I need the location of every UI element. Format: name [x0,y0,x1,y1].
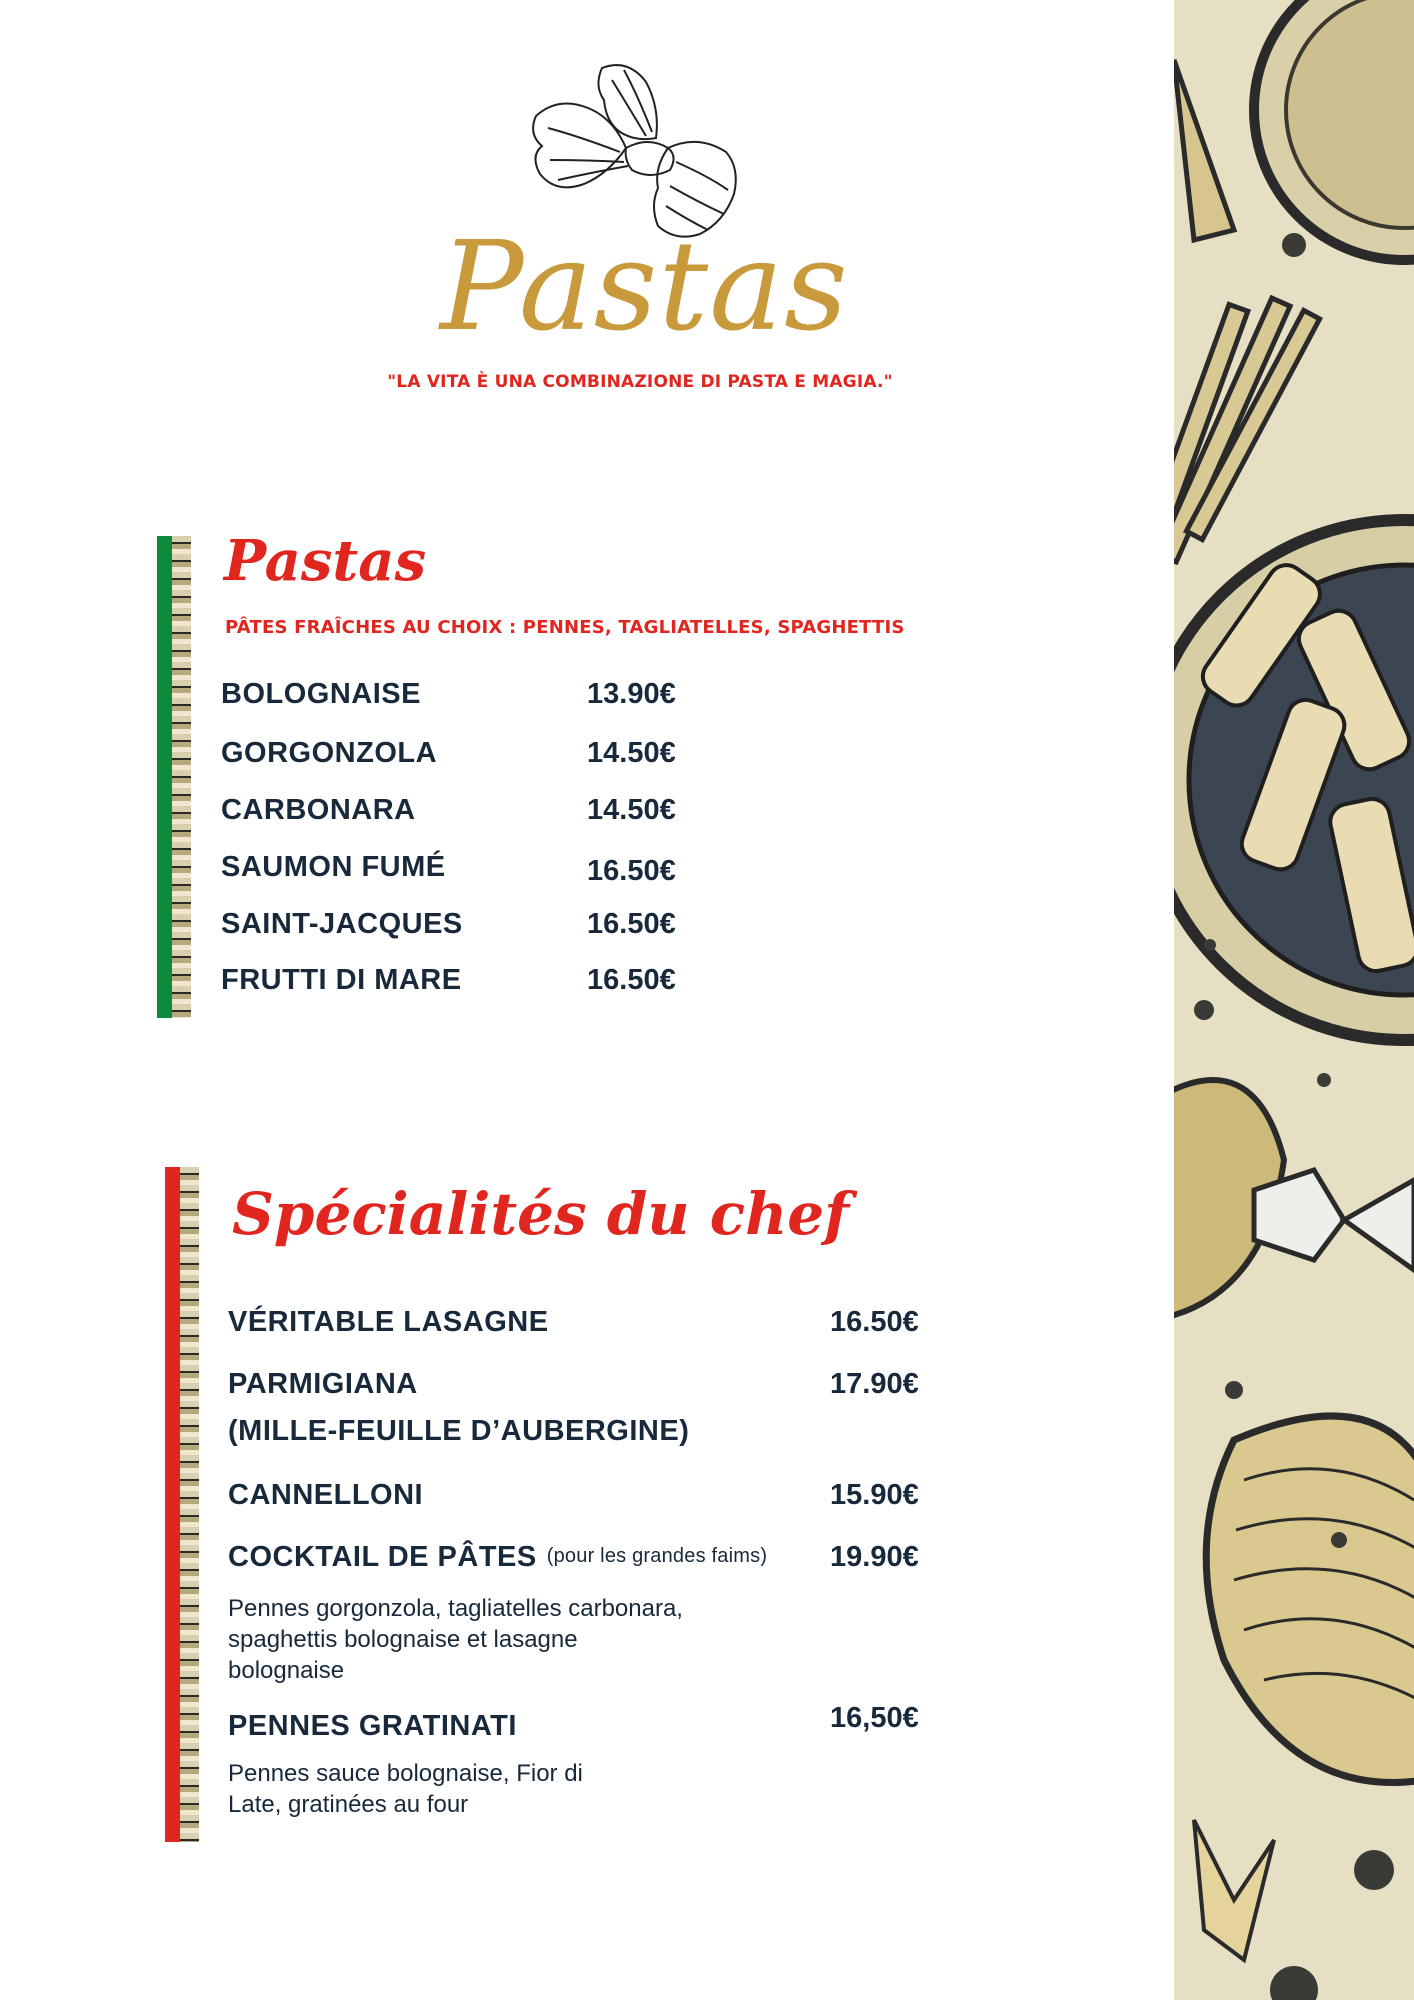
item-name: FRUTTI DI MARE [221,964,462,996]
item-price: 15.90€ [830,1479,919,1511]
item-description [228,1593,788,1686]
item-name: GORGONZOLA [221,737,438,769]
item-name: COCKTAIL DE PÂTES [228,1541,537,1573]
description-line: Pennes sauce bolognaise, Fior di [228,1760,583,1787]
pastas-section-subtitle: PÂTES FRAÎCHES AU CHOIX : PENNES, TAGLIATELLES, SPAGHETTIS [225,617,905,638]
description-line: bolognaise [228,1657,345,1684]
item-price: 16.50€ [830,1306,919,1338]
pasta-illustration-panel [1174,0,1414,2000]
item-name-with-note [228,1541,767,1574]
item-price: 14.50€ [587,737,676,769]
page-title: Pastas [440,215,849,359]
description-line: spaghettis bolognaise et lasagne [228,1626,578,1653]
item-name: PARMIGIANA [228,1368,418,1400]
item-price: 16.50€ [587,855,676,887]
description-line: Pennes gorgonzola, tagliatelles carbonara, [228,1595,683,1622]
item-description [228,1758,788,1820]
item-price: 16,50€ [830,1702,919,1734]
item-name: BOLOGNAISE [221,678,421,710]
item-name: SAINT-JACQUES [221,908,463,940]
item-price: 17.90€ [830,1368,919,1400]
description-line: Late, gratinées au four [228,1791,469,1818]
item-name: SAUMON FUMÉ [221,851,446,883]
item-price: 13.90€ [587,678,676,710]
page-quote: "LA VITA È UNA COMBINAZIONE DI PASTA E MAGIA." [387,372,893,392]
item-price: 14.50€ [587,794,676,826]
item-name: PENNES GRATINATI [228,1710,517,1742]
pastas-section-title: Pastas [224,528,427,594]
item-name-line2: (MILLE-FEUILLE D’AUBERGINE) [228,1415,690,1447]
item-price: 19.90€ [830,1541,919,1573]
pasta-illustration [1174,0,1414,2000]
item-note: (pour les grandes faims) [546,1545,768,1567]
item-price: 16.50€ [587,908,676,940]
item-price: 16.50€ [587,964,676,996]
specialites-section-bar [165,1167,199,1842]
specialites-section-title: Spécialités du chef [232,1180,850,1248]
pastas-section-bar [157,536,191,1018]
item-name: CARBONARA [221,794,416,826]
item-name: VÉRITABLE LASAGNE [228,1306,549,1338]
item-name: CANNELLONI [228,1479,424,1511]
